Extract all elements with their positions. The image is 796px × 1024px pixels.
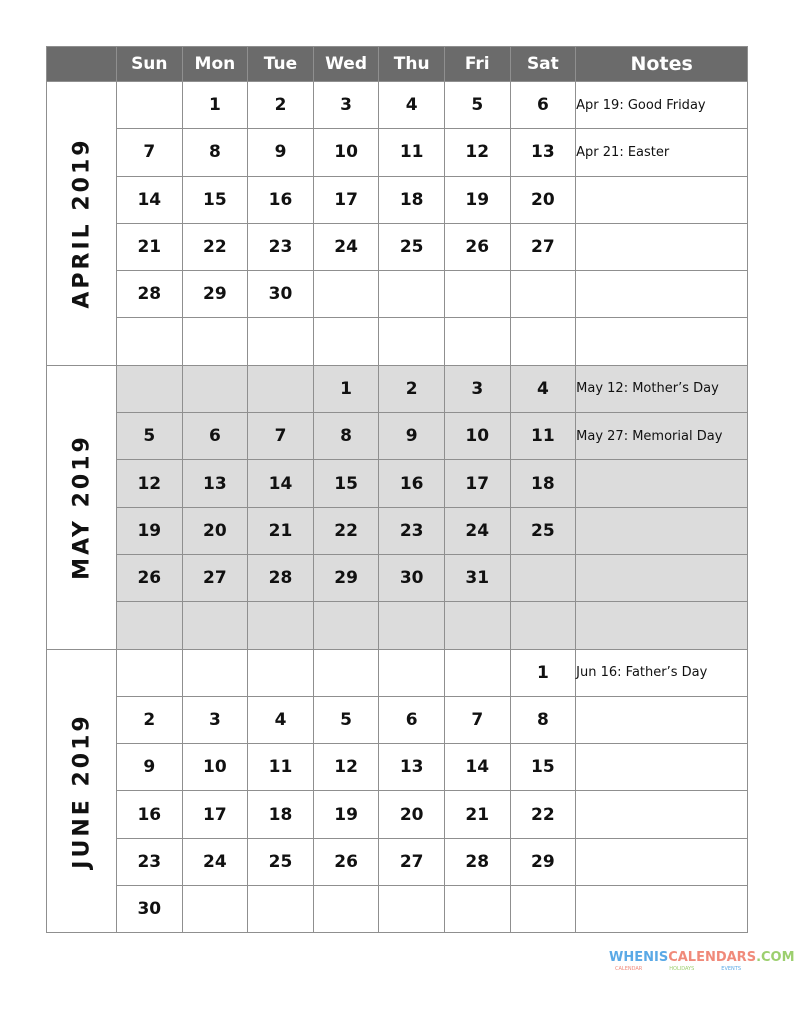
- week-row: [47, 554, 748, 601]
- day-cell: 15: [510, 744, 576, 791]
- day-cell: [248, 318, 314, 365]
- week-row: [47, 223, 748, 270]
- day-cell: [182, 318, 248, 365]
- day-cell: 9: [117, 744, 183, 791]
- day-cell: 3: [313, 82, 379, 129]
- day-cell: 5: [117, 413, 183, 460]
- note-cell: [576, 176, 748, 223]
- month-label-cell: [47, 82, 117, 366]
- day-cell: 13: [510, 129, 576, 176]
- logo-tagline-item: CALENDAR: [615, 966, 643, 972]
- weekday-header: Sun: [117, 47, 183, 82]
- month-label: APRIL 2019: [69, 137, 94, 309]
- day-cell: 15: [182, 176, 248, 223]
- note-cell: [576, 318, 748, 365]
- logo-wordmark: [609, 950, 795, 965]
- note-cell: [576, 507, 748, 554]
- week-row: [47, 886, 748, 933]
- header-corner: [47, 47, 117, 82]
- week-row: [47, 365, 748, 412]
- day-cell: 23: [248, 223, 314, 270]
- note-cell: [576, 744, 748, 791]
- day-cell: [182, 886, 248, 933]
- day-cell: 14: [444, 744, 510, 791]
- day-cell: 10: [182, 744, 248, 791]
- note-cell: [576, 460, 748, 507]
- day-cell: [379, 602, 445, 649]
- day-cell: 6: [379, 696, 445, 743]
- day-cell: 3: [444, 365, 510, 412]
- month-label-cell: [47, 649, 117, 933]
- day-cell: 17: [444, 460, 510, 507]
- day-cell: 30: [379, 554, 445, 601]
- day-cell: [313, 602, 379, 649]
- day-cell: 16: [248, 176, 314, 223]
- day-cell: 17: [313, 176, 379, 223]
- day-cell: 2: [117, 696, 183, 743]
- day-cell: 28: [117, 271, 183, 318]
- day-cell: 28: [444, 838, 510, 885]
- weekday-header: Wed: [313, 47, 379, 82]
- day-cell: 14: [248, 460, 314, 507]
- note-cell: Apr 19: Good Friday: [576, 82, 748, 129]
- day-cell: 1: [182, 82, 248, 129]
- day-cell: 8: [313, 413, 379, 460]
- day-cell: 29: [510, 838, 576, 885]
- day-cell: 28: [248, 554, 314, 601]
- note-cell: [576, 602, 748, 649]
- logo-part: CALENDARS: [668, 950, 757, 965]
- day-cell: [510, 318, 576, 365]
- day-cell: 10: [313, 129, 379, 176]
- day-cell: 18: [510, 460, 576, 507]
- day-cell: 10: [444, 413, 510, 460]
- note-cell: [576, 886, 748, 933]
- weekday-header: Mon: [182, 47, 248, 82]
- day-cell: [379, 649, 445, 696]
- day-cell: 20: [379, 791, 445, 838]
- week-row: [47, 744, 748, 791]
- note-cell: [576, 223, 748, 270]
- day-cell: [510, 602, 576, 649]
- day-cell: 11: [510, 413, 576, 460]
- logo-part: WHENIS: [609, 950, 669, 965]
- day-cell: 1: [313, 365, 379, 412]
- day-cell: 2: [248, 82, 314, 129]
- header-row: [47, 47, 748, 82]
- note-cell: [576, 791, 748, 838]
- day-cell: 27: [510, 223, 576, 270]
- day-cell: 22: [510, 791, 576, 838]
- week-row: [47, 696, 748, 743]
- day-cell: 8: [510, 696, 576, 743]
- day-cell: 12: [313, 744, 379, 791]
- day-cell: [313, 886, 379, 933]
- day-cell: 20: [182, 507, 248, 554]
- day-cell: 3: [182, 696, 248, 743]
- day-cell: 11: [379, 129, 445, 176]
- day-cell: 15: [313, 460, 379, 507]
- day-cell: [510, 886, 576, 933]
- day-cell: 13: [379, 744, 445, 791]
- day-cell: 25: [379, 223, 445, 270]
- day-cell: [444, 649, 510, 696]
- day-cell: 20: [510, 176, 576, 223]
- day-cell: [182, 365, 248, 412]
- day-cell: [117, 82, 183, 129]
- day-cell: 23: [117, 838, 183, 885]
- week-row: [47, 318, 748, 365]
- day-cell: [444, 318, 510, 365]
- logo-tagline-item: HOLIDAYS: [669, 966, 695, 972]
- logo-part: .COM: [756, 950, 795, 965]
- site-logo: [609, 950, 795, 972]
- day-cell: 26: [313, 838, 379, 885]
- day-cell: 13: [182, 460, 248, 507]
- day-cell: [379, 271, 445, 318]
- day-cell: [313, 271, 379, 318]
- day-cell: 2: [379, 365, 445, 412]
- day-cell: 14: [117, 176, 183, 223]
- week-row: [47, 82, 748, 129]
- day-cell: 24: [444, 507, 510, 554]
- day-cell: 29: [313, 554, 379, 601]
- day-cell: 1: [510, 649, 576, 696]
- day-cell: 7: [248, 413, 314, 460]
- day-cell: 8: [182, 129, 248, 176]
- day-cell: 17: [182, 791, 248, 838]
- day-cell: 18: [379, 176, 445, 223]
- day-cell: 23: [379, 507, 445, 554]
- day-cell: 24: [182, 838, 248, 885]
- day-cell: 19: [444, 176, 510, 223]
- day-cell: 27: [379, 838, 445, 885]
- day-cell: [248, 886, 314, 933]
- day-cell: [379, 886, 445, 933]
- note-cell: [576, 696, 748, 743]
- day-cell: 21: [248, 507, 314, 554]
- day-cell: [248, 365, 314, 412]
- quarterly-calendar-table: [46, 46, 748, 933]
- day-cell: [444, 271, 510, 318]
- day-cell: 4: [379, 82, 445, 129]
- day-cell: [313, 649, 379, 696]
- day-cell: 5: [444, 82, 510, 129]
- day-cell: 30: [248, 271, 314, 318]
- weekday-header: Fri: [444, 47, 510, 82]
- note-cell: [576, 271, 748, 318]
- note-cell: May 27: Memorial Day: [576, 413, 748, 460]
- week-row: [47, 649, 748, 696]
- week-row: [47, 413, 748, 460]
- note-cell: Jun 16: Father’s Day: [576, 649, 748, 696]
- day-cell: [248, 649, 314, 696]
- day-cell: 21: [117, 223, 183, 270]
- weekday-header: Thu: [379, 47, 445, 82]
- day-cell: 25: [248, 838, 314, 885]
- day-cell: 27: [182, 554, 248, 601]
- week-row: [47, 129, 748, 176]
- week-row: [47, 460, 748, 507]
- note-cell: [576, 554, 748, 601]
- day-cell: [444, 602, 510, 649]
- day-cell: [117, 649, 183, 696]
- day-cell: 21: [444, 791, 510, 838]
- day-cell: [313, 318, 379, 365]
- note-cell: May 12: Mother’s Day: [576, 365, 748, 412]
- month-label-cell: [47, 365, 117, 649]
- day-cell: 26: [444, 223, 510, 270]
- day-cell: [248, 602, 314, 649]
- day-cell: [510, 271, 576, 318]
- week-row: [47, 507, 748, 554]
- day-cell: 12: [444, 129, 510, 176]
- day-cell: 16: [117, 791, 183, 838]
- day-cell: 24: [313, 223, 379, 270]
- week-row: [47, 838, 748, 885]
- day-cell: 7: [117, 129, 183, 176]
- day-cell: [444, 886, 510, 933]
- day-cell: 4: [248, 696, 314, 743]
- day-cell: [182, 649, 248, 696]
- day-cell: 9: [248, 129, 314, 176]
- weekday-header: Sat: [510, 47, 576, 82]
- day-cell: 31: [444, 554, 510, 601]
- day-cell: [117, 318, 183, 365]
- logo-tagline-item: EVENTS: [721, 966, 741, 972]
- week-row: [47, 271, 748, 318]
- day-cell: 19: [117, 507, 183, 554]
- month-label: JUNE 2019: [69, 713, 94, 869]
- day-cell: [510, 554, 576, 601]
- day-cell: 19: [313, 791, 379, 838]
- day-cell: [182, 602, 248, 649]
- day-cell: 9: [379, 413, 445, 460]
- day-cell: 30: [117, 886, 183, 933]
- logo-tagline: [609, 966, 747, 972]
- calendar-body: [47, 82, 748, 933]
- month-label: MAY 2019: [69, 434, 94, 580]
- day-cell: 7: [444, 696, 510, 743]
- day-cell: 16: [379, 460, 445, 507]
- day-cell: 18: [248, 791, 314, 838]
- day-cell: 5: [313, 696, 379, 743]
- week-row: [47, 602, 748, 649]
- day-cell: 6: [510, 82, 576, 129]
- day-cell: 22: [313, 507, 379, 554]
- day-cell: 25: [510, 507, 576, 554]
- week-row: [47, 791, 748, 838]
- day-cell: 12: [117, 460, 183, 507]
- day-cell: [379, 318, 445, 365]
- day-cell: 26: [117, 554, 183, 601]
- day-cell: [117, 602, 183, 649]
- day-cell: 22: [182, 223, 248, 270]
- note-cell: Apr 21: Easter: [576, 129, 748, 176]
- weekday-header: Tue: [248, 47, 314, 82]
- day-cell: 29: [182, 271, 248, 318]
- day-cell: [117, 365, 183, 412]
- note-cell: [576, 838, 748, 885]
- day-cell: 6: [182, 413, 248, 460]
- day-cell: 11: [248, 744, 314, 791]
- notes-header: Notes: [576, 47, 748, 82]
- week-row: [47, 176, 748, 223]
- day-cell: 4: [510, 365, 576, 412]
